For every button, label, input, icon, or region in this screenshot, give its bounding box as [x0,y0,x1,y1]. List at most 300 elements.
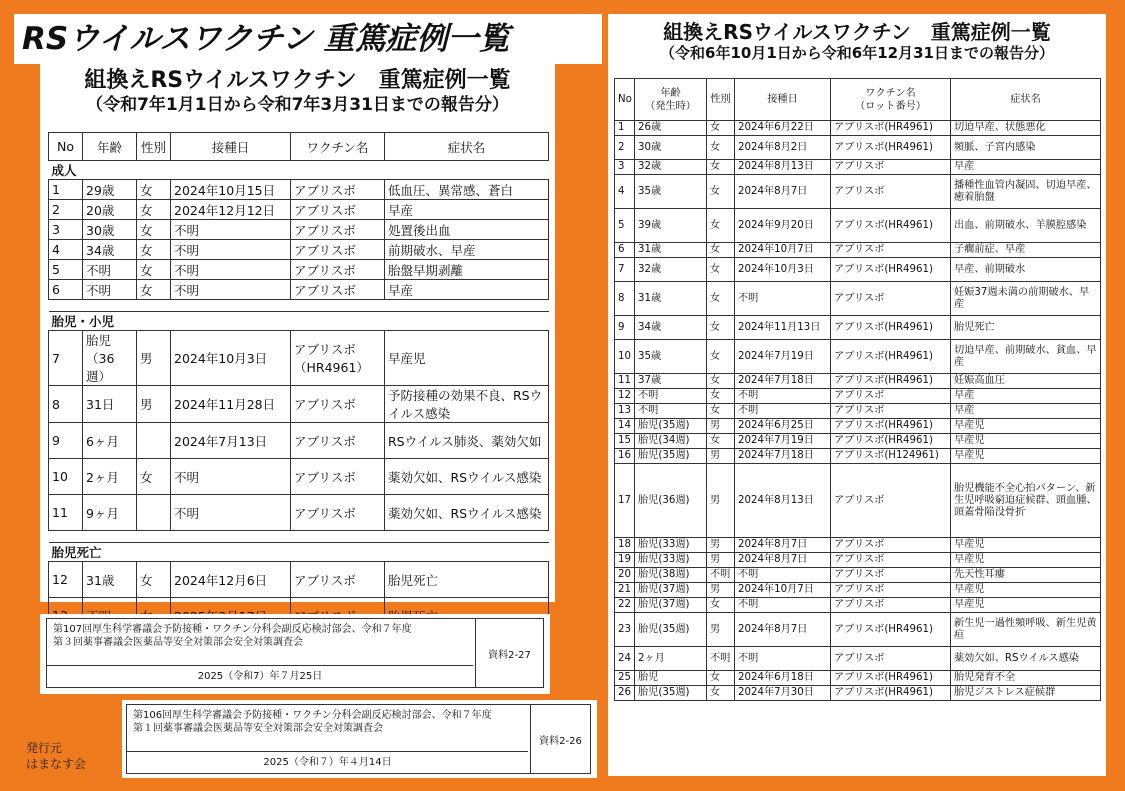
table-cell: アブリスボ [291,459,385,495]
main-title: RSウイルスワクチン 重篤症例一覧 [14,14,602,64]
table-cell: 胎児機能不全心拍パターン、新生児呼吸窮迫症候群、頭血腫、頭蓋骨陥没骨折 [951,464,1101,538]
table-cell [137,495,171,531]
table-cell: アブリスボ [831,175,951,209]
table-cell: 39歳 [635,209,707,243]
meeting-line-1: 第107回厚生科学審議会予防接種・ワクチン分科会副反応検討部会、令和７年度 [53,624,412,635]
table-cell: アブリスボ [291,386,385,423]
table-cell [137,423,171,459]
table-row [615,175,1101,209]
table-cell: 男 [707,613,735,647]
table-cell: 女 [707,282,735,316]
right-panel [608,14,1106,776]
table-cell: アブリスボ [291,180,385,200]
section-header-row [49,543,549,562]
table-cell: 新生児一過性頻呼吸、新生児黄疸 [951,613,1101,647]
table-cell: 男 [707,419,735,434]
table-cell: 早産 [951,160,1101,175]
table-row [615,404,1101,419]
table-cell: 2ヶ月 [635,647,707,671]
table-row [615,160,1101,175]
table-cell: 男 [707,538,735,553]
table-cell: 胎児(33週) [635,538,707,553]
left-panel-title: 組換えRSウイルスワクチン 重篤症例一覧 [84,68,511,93]
table-cell: アブリスボ(HR4961) [831,258,951,282]
table-cell: 不明 [735,598,831,613]
table-row [615,282,1101,316]
table-cell: アブリスボ [831,647,951,671]
table-cell: アブリスボ [291,562,385,598]
table-cell: アブリスボ(HR4961) [831,434,951,449]
table-cell: アブリスボ [831,282,951,316]
table-cell: 女 [707,209,735,243]
meeting-line-1: 第106回厚生科学審議会予防接種・ワクチン分科会副反応検討部会、令和７年度 [133,710,492,721]
table-cell: 35歳 [635,175,707,209]
table-cell: 薬効欠如、RSウイルス感染 [385,459,549,495]
table-cell: 胎児 （36週） [83,331,137,386]
table-row [615,598,1101,613]
table-cell: 女 [707,374,735,389]
table-cell: 胎児(36週) [635,464,707,538]
table-cell: 胎児(37週) [635,583,707,598]
table-cell: 早産 [385,280,549,300]
section-label: 胎児死亡 [49,543,549,562]
table-cell: 2 [615,136,635,160]
table-cell: 32歳 [635,258,707,282]
table-cell: 女 [707,671,735,686]
table-cell: 子癇前症、早産 [951,243,1101,258]
table-cell: 早産児 [951,449,1101,464]
table-cell: 女 [137,280,171,300]
table-row [49,220,549,240]
section-gap [49,531,549,543]
table-row [615,671,1101,686]
table-cell: 処置後出血 [385,220,549,240]
table-cell: 不明 [171,220,291,240]
table-cell: 2024年8月7日 [735,175,831,209]
table-cell: 31歳 [635,282,707,316]
table-cell: 2024年8月13日 [735,464,831,538]
table-cell: アブリスボ [291,280,385,300]
table-cell: 不明 [707,647,735,671]
table-header-row [49,133,549,161]
table-row [615,613,1101,647]
table-cell: 不明 [735,282,831,316]
table-cell: 胎盤早期剥離 [385,260,549,280]
table-cell: 6 [49,280,83,300]
table-cell: 20歳 [83,200,137,220]
table-cell: 早産児 [951,434,1101,449]
table-cell: 2024年6月22日 [735,121,831,136]
table-row [615,136,1101,160]
table-cell: 薬効欠如、RSウイルス感染 [385,495,549,531]
table-cell: 2024年8月13日 [735,160,831,175]
table-cell: 女 [707,136,735,160]
table-cell: 9ヶ月 [83,495,137,531]
table-cell: 不明 [83,260,137,280]
table-row [49,386,549,423]
table-cell: 12 [615,389,635,404]
right-panel-title: 組換えRSウイルスワクチン 重篤症例一覧 [663,20,1051,44]
table-cell: アブリスボ(HR4961) [831,686,951,701]
section-gap-cell [49,531,549,543]
table-cell: 2024年7月18日 [735,374,831,389]
table-cell: 不明 [635,404,707,419]
table-cell: 8 [615,282,635,316]
table-cell: アブリスボ(HR4961) [831,136,951,160]
table-cell: 25 [615,671,635,686]
table-cell: アブリスボ(HR4961) [831,671,951,686]
table-cell: 不明 [735,389,831,404]
table-cell: 6ヶ月 [83,423,137,459]
meeting-reference-frame [46,618,544,688]
table-cell: アブリスボ(HR4961) [831,374,951,389]
table-cell: アブリスボ [831,568,951,583]
table-row [615,583,1101,598]
column-header: 年齢 [83,133,137,161]
table-cell: 男 [707,449,735,464]
table-cell: 2024年8月7日 [735,613,831,647]
table-row [615,419,1101,434]
publisher-label: 発行元 [26,741,63,755]
right-panel-subtitle: （令和6年10月1日から令和6年12月31日までの報告分） [660,44,1054,62]
table-row [49,200,549,220]
table-cell: 23 [615,613,635,647]
table-cell: アブリスボ [831,464,951,538]
table-cell: 女 [707,340,735,374]
table-cell: 不明 [735,404,831,419]
table-cell: アブリスボ [291,423,385,459]
table-cell: 29歳 [83,180,137,200]
table-cell: 19 [615,553,635,568]
table-cell: 2024年7月19日 [735,434,831,449]
table-cell: 播種性血管内凝固、切迫早産、癒着胎盤 [951,175,1101,209]
table-cell: 胎児(35週) [635,686,707,701]
column-header: 接種日 [171,133,291,161]
table-row [49,423,549,459]
column-header: 性別 [707,79,735,121]
table-cell: 男 [707,464,735,538]
column-header: 症状名 [385,133,549,161]
table-cell: 早産児 [385,331,549,386]
table-cell: 女 [707,686,735,701]
table-cell: アブリスボ [831,389,951,404]
table-cell: 1 [615,121,635,136]
table-cell: 11 [49,495,83,531]
table-cell: 2024年12月12日 [171,200,291,220]
table-cell: 2024年6月25日 [735,419,831,434]
table-cell: 2024年7月30日 [735,686,831,701]
table-cell: 2024年8月7日 [735,538,831,553]
document-reference: 資料2-27 [475,619,543,687]
table-cell: RSウイルス肺炎、薬効欠如 [385,423,549,459]
table-cell: 30歳 [83,220,137,240]
table-cell: 31日 [83,386,137,423]
table-row [49,180,549,200]
table-cell: 胎児(35週) [635,419,707,434]
table-cell: アブリスボ [831,538,951,553]
table-cell: 34歳 [635,316,707,340]
table-cell: アブリスボ(HR4961) [831,340,951,374]
meeting-line-2: 第１回薬事審議会医薬品等安全対策部会安全対策調査会 [133,723,383,734]
table-cell: 胎児(33週) [635,553,707,568]
table-cell: アブリスボ [291,220,385,240]
table-cell: 切迫早産、前期破水、貧血、早産 [951,340,1101,374]
meeting-reference-frame [126,704,591,774]
table-cell: 2024年10月7日 [735,243,831,258]
table-cell: 女 [137,180,171,200]
table-cell: 男 [137,386,171,423]
table-cell: 不明 [83,280,137,300]
table-cell: アブリスボ(HR4961) [831,209,951,243]
table-cell: 2ヶ月 [83,459,137,495]
table-cell: 4 [615,175,635,209]
table-cell: 22 [615,598,635,613]
table-row [49,280,549,300]
table-cell: 26歳 [635,121,707,136]
section-label: 成人 [49,161,549,180]
table-cell: 2024年7月19日 [735,340,831,374]
table-cell: 2024年9月20日 [735,209,831,243]
table-cell: アブリスボ [831,598,951,613]
table-cell: アブリスボ(H124961) [831,449,951,464]
table-row [615,258,1101,282]
publisher-name: はまなす会 [26,757,87,771]
table-cell: 2024年7月13日 [171,423,291,459]
table-row [615,553,1101,568]
table-cell: 2 [49,200,83,220]
table-cell: 女 [707,243,735,258]
table-cell: 胎児ジストレス症候群 [951,686,1101,701]
table-cell: 女 [707,121,735,136]
table-cell: アブリスボ [831,243,951,258]
table-cell: 女 [707,160,735,175]
table-cell: 女 [137,459,171,495]
table-cell: 妊娠37週未満の前期破水、早産 [951,282,1101,316]
table-cell: 2024年7月18日 [735,449,831,464]
table-cell: 男 [137,331,171,386]
table-cell: 7 [615,258,635,282]
table-cell: 不明 [171,495,291,531]
table-cell: 早産児 [951,553,1101,568]
table-row [615,434,1101,449]
table-cell: 3 [49,220,83,240]
table-cell: 35歳 [635,340,707,374]
table-row [615,568,1101,583]
table-row [49,495,549,531]
table-cell: 34歳 [83,240,137,260]
table-cell: 胎児(35週) [635,449,707,464]
left-panel-subtitle: （令和7年1月1日から令和7年3月31日までの報告分） [86,95,509,115]
table-row [615,374,1101,389]
meeting-reference-box-2 [122,700,597,778]
table-cell: 早産 [385,200,549,220]
table-cell: 9 [615,316,635,340]
table-cell: 薬効欠如、RSウイルス感染 [951,647,1101,671]
table-row [615,121,1101,136]
table-cell: 2024年11月13日 [735,316,831,340]
table-cell: 2024年6月18日 [735,671,831,686]
meeting-reference-box-1 [40,614,550,694]
table-row [615,209,1101,243]
section-gap [49,300,549,312]
table-cell: 不明 [171,240,291,260]
table-cell: 3 [615,160,635,175]
table-cell: 早産児 [951,583,1101,598]
table-row [615,340,1101,374]
table-cell: 男 [707,583,735,598]
table-cell: 2024年12月6日 [171,562,291,598]
section-header-row [49,161,549,180]
table-cell: アブリスボ(HR4961) [831,121,951,136]
column-header: ワクチン名 [291,133,385,161]
table-cell: 不明 [171,280,291,300]
table-row [615,464,1101,538]
section-gap-cell [49,300,549,312]
table-cell: 先天性耳瘻 [951,568,1101,583]
table-cell: 女 [137,240,171,260]
table-cell: 男 [707,553,735,568]
table-cell: 31歳 [83,562,137,598]
table-cell: アブリスボ （HR4961） [291,331,385,386]
table-cell: アブリスボ [831,553,951,568]
table-cell: 胎児(34週) [635,434,707,449]
table-cell: 不明 [171,459,291,495]
table-cell: 24 [615,647,635,671]
table-cell: 11 [615,374,635,389]
table-cell: 女 [137,562,171,598]
meeting-date: 2025（令和7）年７月25日 [47,665,473,687]
section-header-row [49,312,549,331]
section-label: 胎児・小児 [49,312,549,331]
column-header: 接種日 [735,79,831,121]
table-cell: 30歳 [635,136,707,160]
table-row [49,331,549,386]
table-cell: 胎児発育不全 [951,671,1101,686]
table-cell: 胎児死亡 [385,562,549,598]
table-cell: 早産児 [951,419,1101,434]
table-cell: 胎児(35週) [635,613,707,647]
table-cell: アブリスボ [291,495,385,531]
table-cell: 不明 [635,389,707,404]
table-cell: 5 [49,260,83,280]
table-cell: アブリスボ(HR4961) [831,419,951,434]
table-cell: 17 [615,464,635,538]
table-cell: アブリスボ(HR4961) [831,613,951,647]
table-cell: 胎児(37週) [635,598,707,613]
table-cell: 2024年11月28日 [171,386,291,423]
table-cell: 不明 [735,568,831,583]
table-cell: 20 [615,568,635,583]
table-cell: 不明 [707,568,735,583]
table-cell: アブリスボ [831,160,951,175]
table-cell: 女 [137,260,171,280]
table-cell: 女 [707,404,735,419]
column-header: 症状名 [951,79,1101,121]
table-cell: 2024年10月3日 [735,258,831,282]
table-cell: 女 [137,220,171,240]
table-cell: 8 [49,386,83,423]
table-cell: 胎児死亡 [951,316,1101,340]
table-cell: 16 [615,449,635,464]
table-cell: 7 [49,331,83,386]
table-cell: アブリスボ [291,240,385,260]
table-cell: アブリスボ [291,200,385,220]
table-cell: 出血、前期破水、羊膜腔感染 [951,209,1101,243]
table-cell: 早産 [951,389,1101,404]
table-cell: 18 [615,538,635,553]
table-cell: 不明 [171,260,291,280]
table-cell: 9 [49,423,83,459]
table-cell: 早産 [951,404,1101,419]
table-cell: アブリスボ [831,404,951,419]
table-row [615,316,1101,340]
table-header-row [615,79,1101,121]
table-cell: 31歳 [635,243,707,258]
table-cell: 女 [707,434,735,449]
table-cell: 妊娠高血圧 [951,374,1101,389]
table-cell: 12 [49,562,83,598]
table-cell: 14 [615,419,635,434]
column-header: ワクチン名 （ロット番号） [831,79,951,121]
table-cell: 21 [615,583,635,598]
table-cell: 15 [615,434,635,449]
table-cell: 10 [49,459,83,495]
table-row [615,449,1101,464]
table-row [615,243,1101,258]
table-cell: 13 [615,404,635,419]
table-cell: 2024年10月15日 [171,180,291,200]
table-cell: 早産児 [951,598,1101,613]
table-cell: 2024年8月2日 [735,136,831,160]
table-row [615,389,1101,404]
table-cell: 女 [137,200,171,220]
table-cell: 2024年10月7日 [735,583,831,598]
table-row [615,538,1101,553]
column-header: 性別 [137,133,171,161]
table-cell: 女 [707,389,735,404]
left-panel [40,62,555,602]
table-cell: 2024年10月3日 [171,331,291,386]
table-row [615,647,1101,671]
table-row [49,562,549,598]
table-cell: 37歳 [635,374,707,389]
column-header: No [49,133,83,161]
table-cell: 女 [707,175,735,209]
table-cell: 胎児(38週) [635,568,707,583]
table-cell: 26 [615,686,635,701]
meeting-date: 2025（令和７）年４月14日 [127,751,528,773]
meeting-line-2: 第３回薬事審議会医薬品等安全対策部会安全対策調査会 [53,637,303,648]
table-cell: 6 [615,243,635,258]
table-cell: 10 [615,340,635,374]
table-cell: 5 [615,209,635,243]
table-cell: アブリスボ [291,260,385,280]
table-cell: 女 [707,316,735,340]
table-cell: 不明 [735,647,831,671]
left-case-table [48,132,549,634]
table-cell: 女 [707,258,735,282]
table-cell: 女 [707,598,735,613]
table-cell: 切迫早産、状態悪化 [951,121,1101,136]
table-cell: 胎児 [635,671,707,686]
table-cell: アブリスボ(HR4961) [831,316,951,340]
document-reference: 資料2-26 [530,705,590,773]
table-row [615,686,1101,701]
table-cell: 前期破水、早産 [385,240,549,260]
publisher [26,740,86,772]
column-header: 年齢 （発生時） [635,79,707,121]
table-cell: アブリスボ [831,583,951,598]
